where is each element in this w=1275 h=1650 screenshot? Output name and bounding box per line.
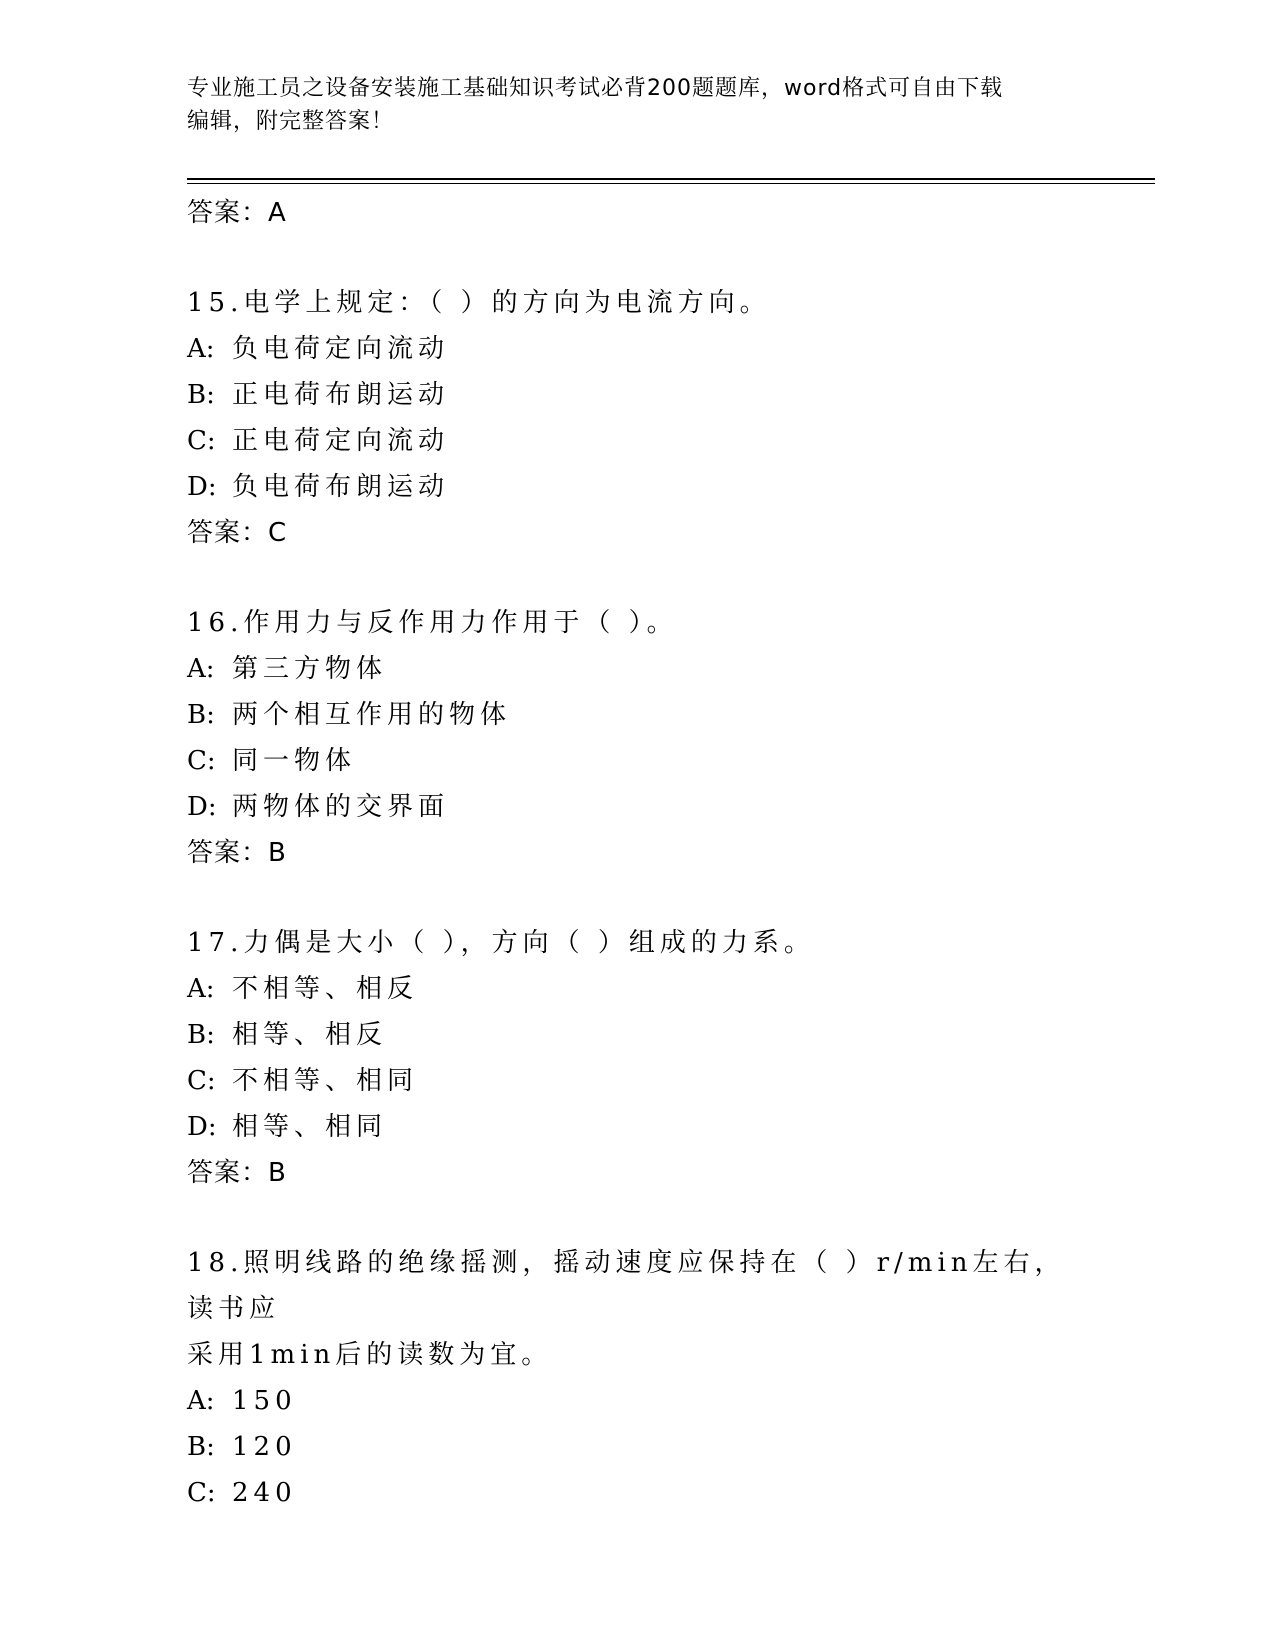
option-text: 150 (232, 1386, 297, 1416)
option-text: 相等、相同 (232, 1112, 388, 1142)
document-body (187, 190, 1087, 1516)
header-line-2: 编辑，附完整答案！ (187, 109, 395, 134)
option-key: A: (187, 1386, 215, 1416)
option-b (187, 1424, 1087, 1470)
option-text: 240 (232, 1478, 297, 1508)
header-divider-thin (187, 183, 1155, 184)
question-17 (187, 920, 1087, 1196)
option-key: C: (187, 746, 216, 776)
answer-line: 答案：A (187, 198, 287, 228)
option-c (187, 1470, 1087, 1516)
question-text: 15.电学上规定：（ ）的方向为电流方向。 (187, 288, 771, 318)
option-text: 同一物体 (232, 746, 357, 776)
question-text-line-2: 采用1min后的读数为宜。 (187, 1340, 553, 1370)
option-text: 相等、相反 (232, 1020, 388, 1050)
question-text-line-1: 18.照明线路的绝缘摇测，摇动速度应保持在（ ）r/min左右，读书应 (187, 1248, 1066, 1324)
question-text: 17.力偶是大小（ ），方向（ ）组成的力系。 (187, 928, 815, 958)
answer-line: 答案：B (187, 838, 287, 868)
option-key: D: (187, 1112, 217, 1142)
option-a (187, 1378, 1087, 1424)
option-key: B: (187, 700, 215, 730)
option-d (187, 784, 1087, 830)
question-18 (187, 1240, 1087, 1516)
question-text: 16.作用力与反作用力作用于（ ）。 (187, 608, 678, 638)
option-a (187, 326, 1087, 372)
option-key: A: (187, 334, 215, 364)
option-text: 不相等、相反 (232, 974, 419, 1004)
answer-line: 答案：C (187, 518, 288, 548)
option-text: 第三方物体 (232, 654, 388, 684)
option-c (187, 1058, 1087, 1104)
header-divider-thick (187, 178, 1155, 180)
option-text: 120 (232, 1432, 297, 1462)
option-text: 负电荷定向流动 (232, 334, 450, 364)
option-key: A: (187, 654, 215, 684)
option-text: 正电荷定向流动 (232, 426, 450, 456)
option-c (187, 738, 1087, 784)
option-key: A: (187, 974, 215, 1004)
option-a (187, 646, 1087, 692)
document-header (187, 72, 1087, 138)
header-line-1: 专业施工员之设备安装施工基础知识考试必背200题题库，word格式可自由下载 (187, 76, 1004, 101)
question-15 (187, 280, 1087, 556)
option-text: 负电荷布朗运动 (232, 472, 450, 502)
option-key: D: (187, 472, 217, 502)
option-b (187, 692, 1087, 738)
option-key: C: (187, 426, 216, 456)
option-text: 不相等、相同 (232, 1066, 419, 1096)
option-text: 两个相互作用的物体 (232, 700, 512, 730)
question-16 (187, 600, 1087, 876)
option-key: C: (187, 1066, 216, 1096)
answer-line: 答案：B (187, 1158, 287, 1188)
option-text: 两物体的交界面 (232, 792, 450, 822)
option-c (187, 418, 1087, 464)
option-b (187, 372, 1087, 418)
option-key: B: (187, 1020, 215, 1050)
option-b (187, 1012, 1087, 1058)
option-text: 正电荷布朗运动 (232, 380, 450, 410)
option-key: B: (187, 1432, 215, 1462)
option-key: D: (187, 792, 217, 822)
option-d (187, 1104, 1087, 1150)
option-a (187, 966, 1087, 1012)
option-key: B: (187, 380, 215, 410)
option-d (187, 464, 1087, 510)
option-key: C: (187, 1478, 216, 1508)
